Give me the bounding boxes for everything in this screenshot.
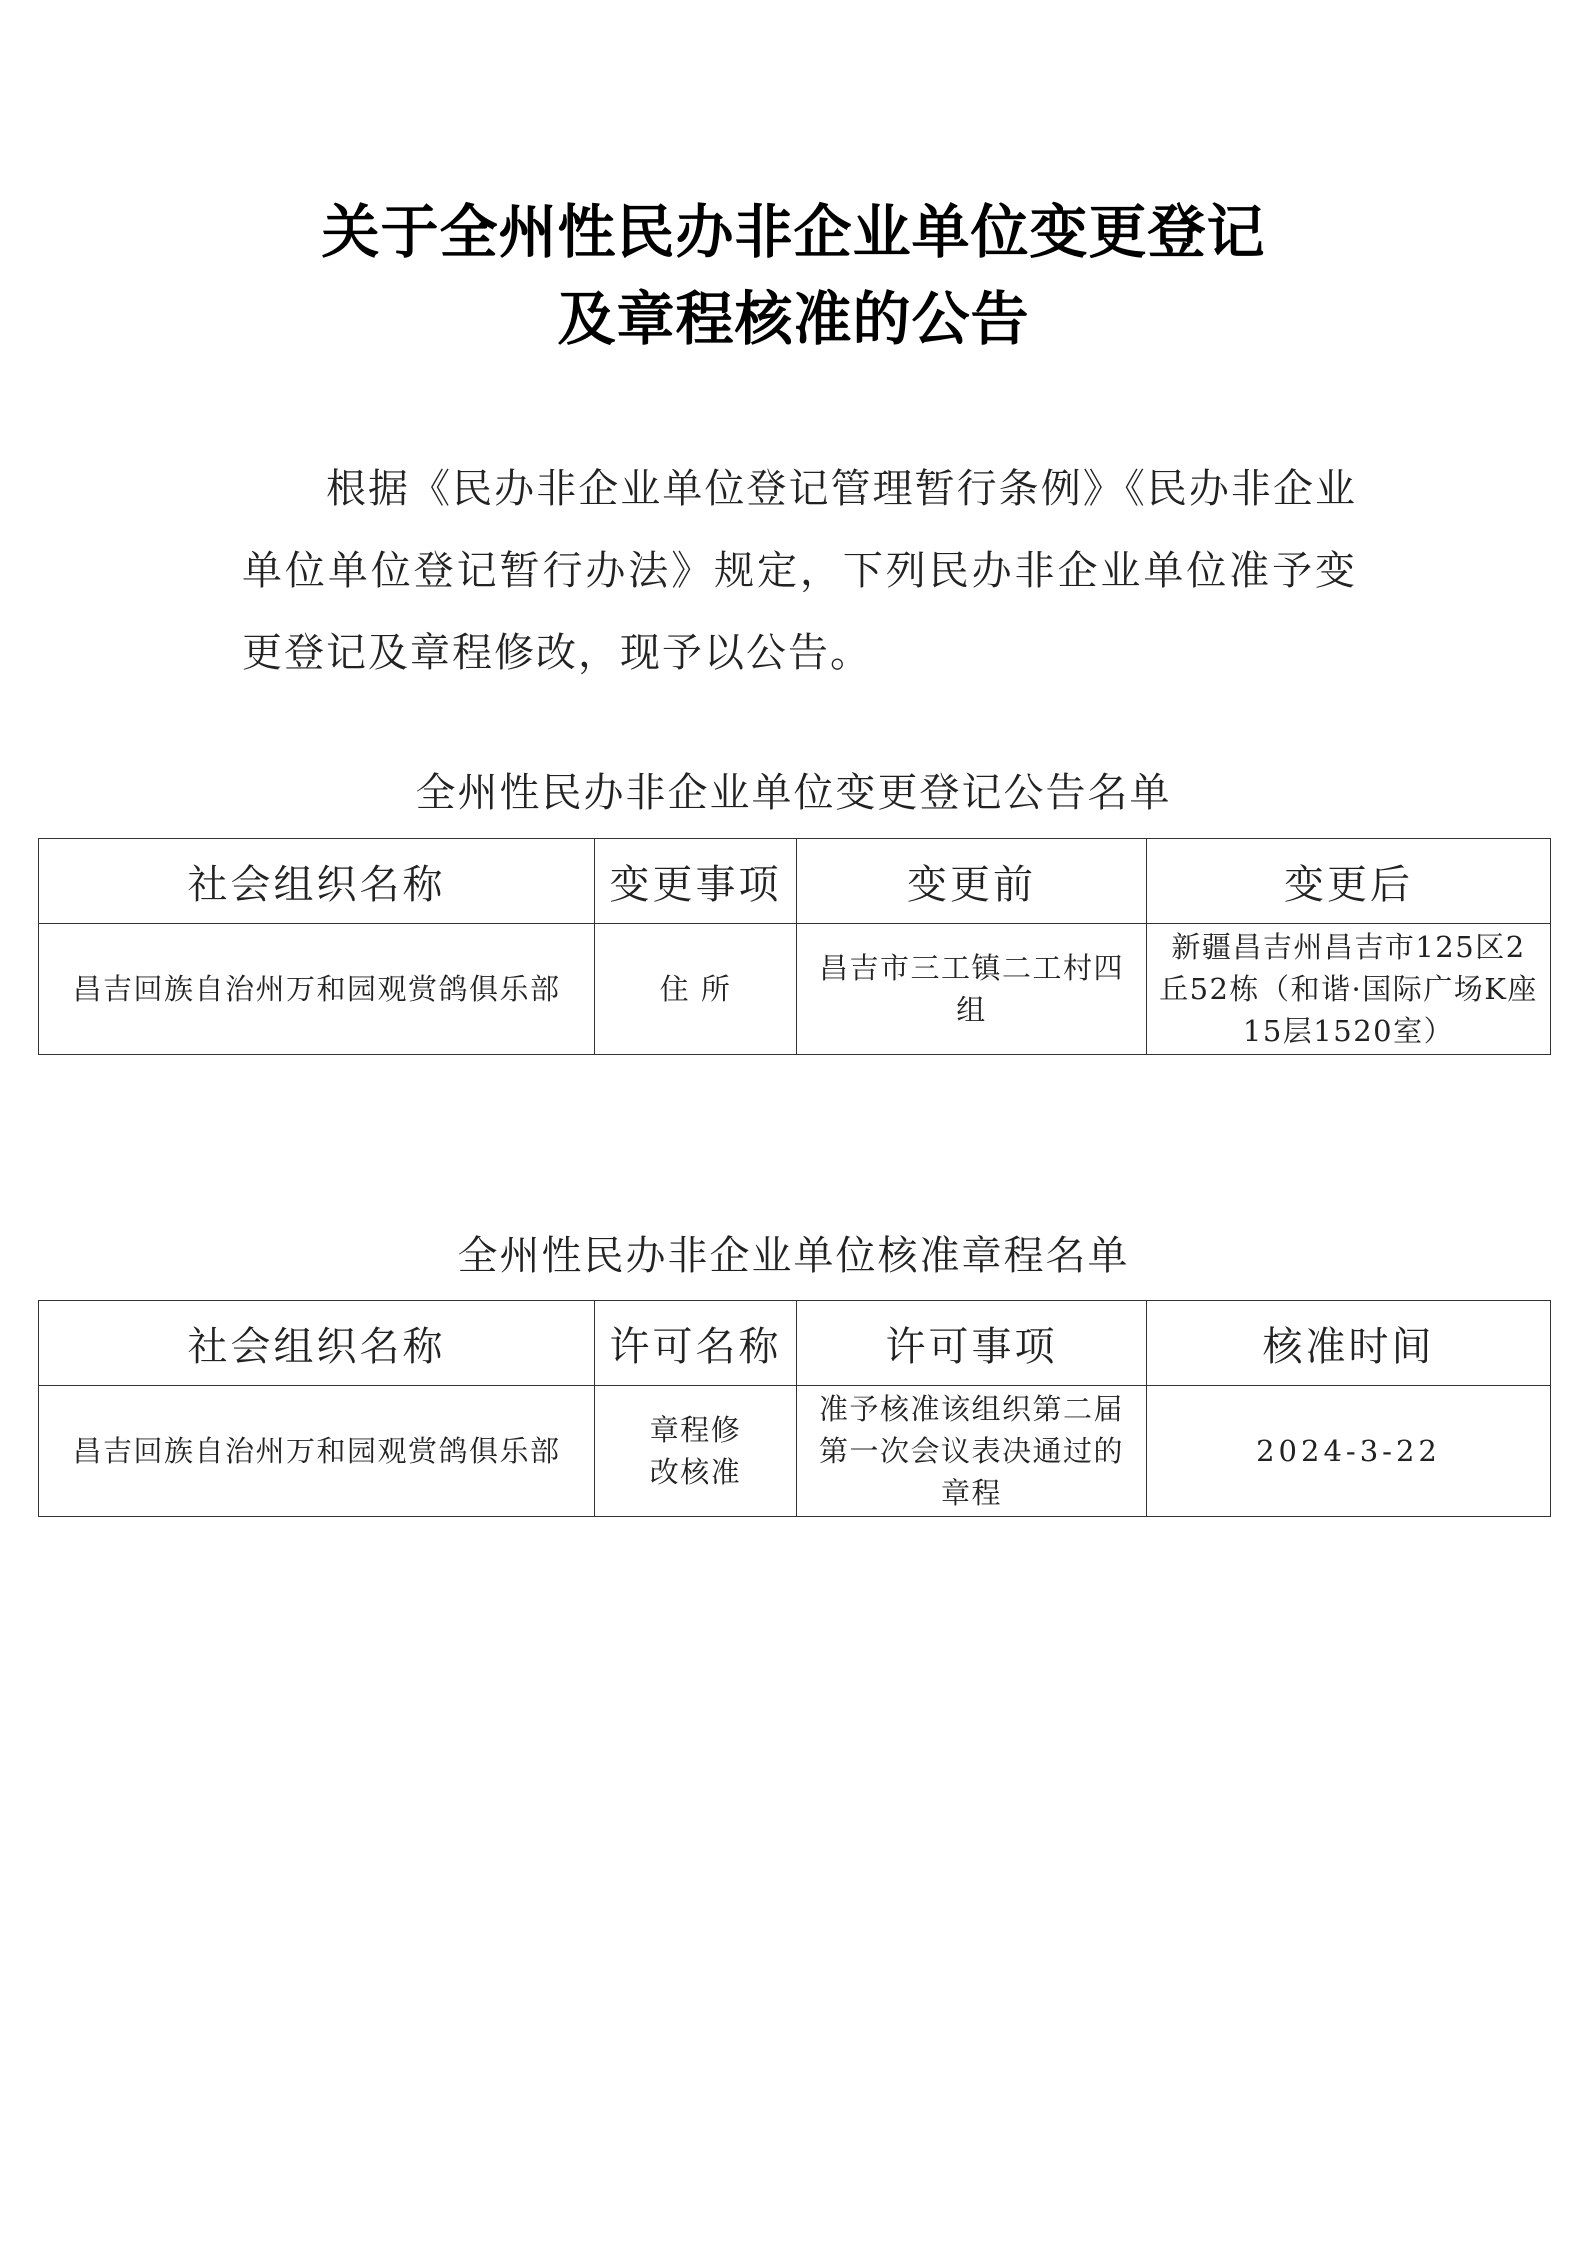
change-table-caption: 全州性民办非企业单位变更登记公告名单	[415, 770, 1172, 816]
cell-approval-date: 2024-3-22	[1147, 1386, 1551, 1517]
header-permit-name: 许可名称	[595, 1301, 797, 1386]
cell-after: 新疆昌吉州昌吉市125区2丘52栋（和谐·国际广场K座15层1520室）	[1147, 924, 1551, 1055]
cell-change-item: 住 所	[595, 924, 797, 1055]
change-registration-table	[38, 838, 1551, 1055]
cell-permit-name: 章程修改核准	[595, 1386, 797, 1517]
header-permit-item: 许可事项	[797, 1301, 1147, 1386]
cell-permit-item: 准予核准该组织第二届第一次会议表决通过的章程	[797, 1386, 1147, 1517]
cell-org-name: 昌吉回族自治州万和园观赏鸽俱乐部	[39, 1386, 595, 1517]
header-after: 变更后	[1147, 839, 1551, 924]
header-org-name: 社会组织名称	[39, 1301, 595, 1386]
announcement-paragraph: 根据《民办非企业单位登记管理暂行条例》《民办非企业单位单位登记暂行办法》规定，下列民办非企业单位准予变更登记及章程修改，现予以公告。	[242, 466, 1357, 676]
page-title-line-2: 及章程核准的公告	[557, 285, 1030, 353]
table-header-row	[39, 839, 1551, 924]
page-title-line-1: 关于全州性民办非企业单位变更登记	[321, 198, 1266, 266]
table-row	[39, 924, 1551, 1055]
table-row	[39, 1386, 1551, 1517]
cell-org-name: 昌吉回族自治州万和园观赏鸽俱乐部	[39, 924, 595, 1055]
charter-approval-table	[38, 1300, 1551, 1517]
charter-table-caption: 全州性民办非企业单位核准章程名单	[457, 1233, 1130, 1279]
header-before: 变更前	[797, 839, 1147, 924]
cell-before: 昌吉市三工镇二工村四组	[797, 924, 1147, 1055]
header-approval-date: 核准时间	[1147, 1301, 1551, 1386]
table-header-row	[39, 1301, 1551, 1386]
header-change-item: 变更事项	[595, 839, 797, 924]
header-org-name: 社会组织名称	[39, 839, 595, 924]
